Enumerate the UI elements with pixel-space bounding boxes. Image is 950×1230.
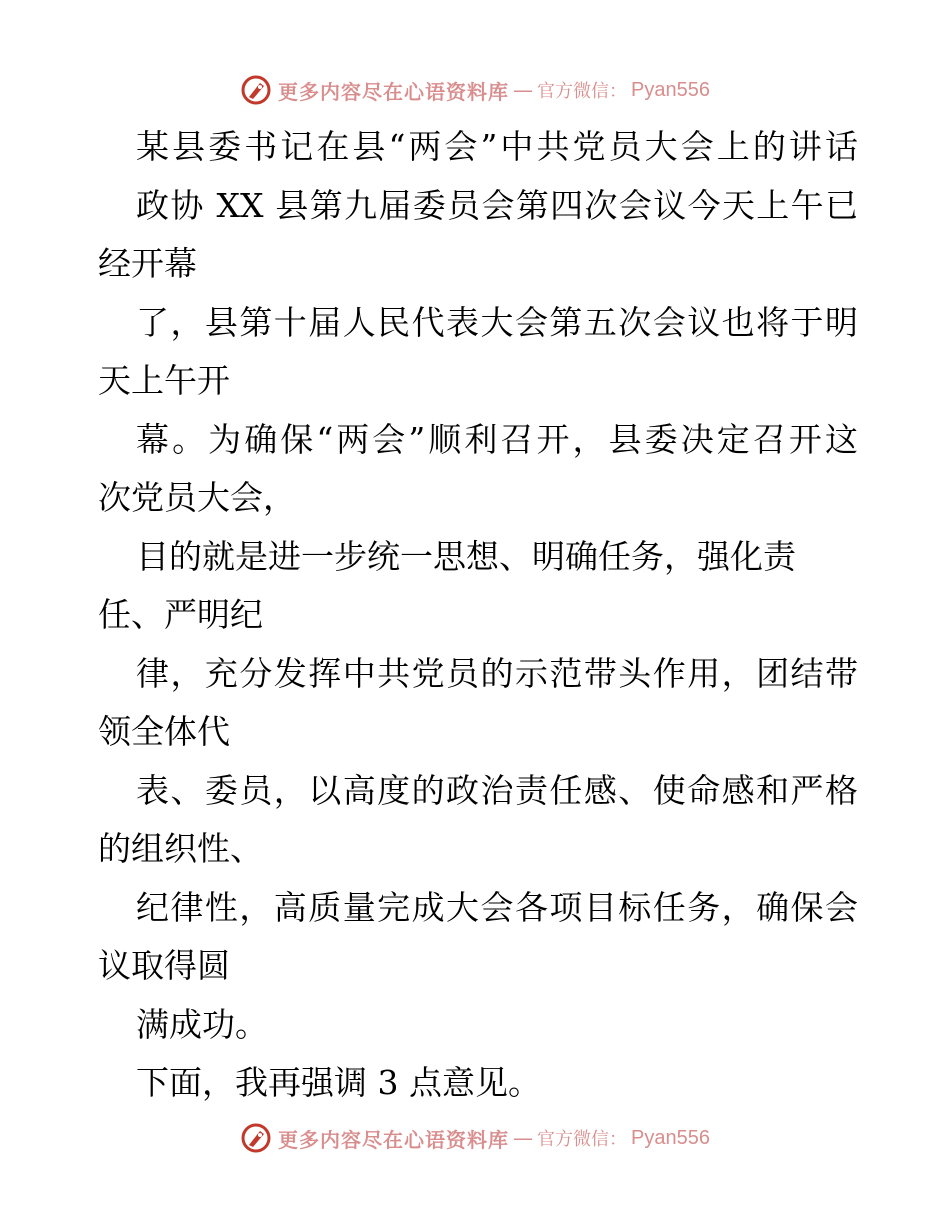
footer-banner (0, 1118, 950, 1158)
banner-wechat-label: 官方微信： (537, 1129, 628, 1150)
text-line: 的组织性、 (98, 829, 263, 868)
text-line: 次党员大会， (98, 478, 296, 517)
text-line: 表、委员，以高度的政治责任感、使命感和严格 (136, 770, 858, 810)
text-line: 下面，我再强调 3 点意见。 (136, 1063, 541, 1102)
banner-separator: — (513, 78, 534, 102)
banner-separator: — (513, 1126, 534, 1150)
banner-wechat-id: Pyan556 (631, 78, 710, 101)
banner-wechat-label: 官方微信： (537, 81, 628, 102)
text-line: 议取得圆 (98, 946, 230, 985)
text-line: 政协 XX 县第九届委员会第四次会议今天上午已 (136, 185, 858, 225)
text-line: 目的就是进一步统一思想、明确任务，强化责 (136, 536, 796, 576)
document-body (98, 118, 858, 1113)
text-line: 幕。为确保“两会”顺利召开，县委决定召开这 (136, 419, 858, 459)
pen-logo-icon (240, 74, 272, 106)
text-line: 领全体代 (98, 712, 230, 751)
banner-wechat-id: Pyan556 (631, 1126, 710, 1149)
banner-promo-text: 更多内容尽在心语资料库 (278, 1127, 510, 1152)
text-line: 天上午开 (98, 361, 230, 400)
text-line: 了，县第十届人民代表大会第五次会议也将于明 (136, 302, 858, 342)
banner-promo-text: 更多内容尽在心语资料库 (278, 79, 510, 104)
text-line: 任、严明纪 (98, 595, 263, 634)
text-line: 律，充分发挥中共党员的示范带头作用，团结带 (136, 653, 858, 693)
header-banner (0, 70, 950, 110)
text-line: 纪律性，高质量完成大会各项目标任务，确保会 (136, 887, 858, 927)
text-line: 经开幕 (98, 244, 197, 283)
document-title: 某县委书记在县“两会”中共党员大会上的讲话 (136, 127, 858, 166)
pen-logo-icon (240, 1122, 272, 1154)
text-line: 满成功。 (136, 1004, 268, 1044)
